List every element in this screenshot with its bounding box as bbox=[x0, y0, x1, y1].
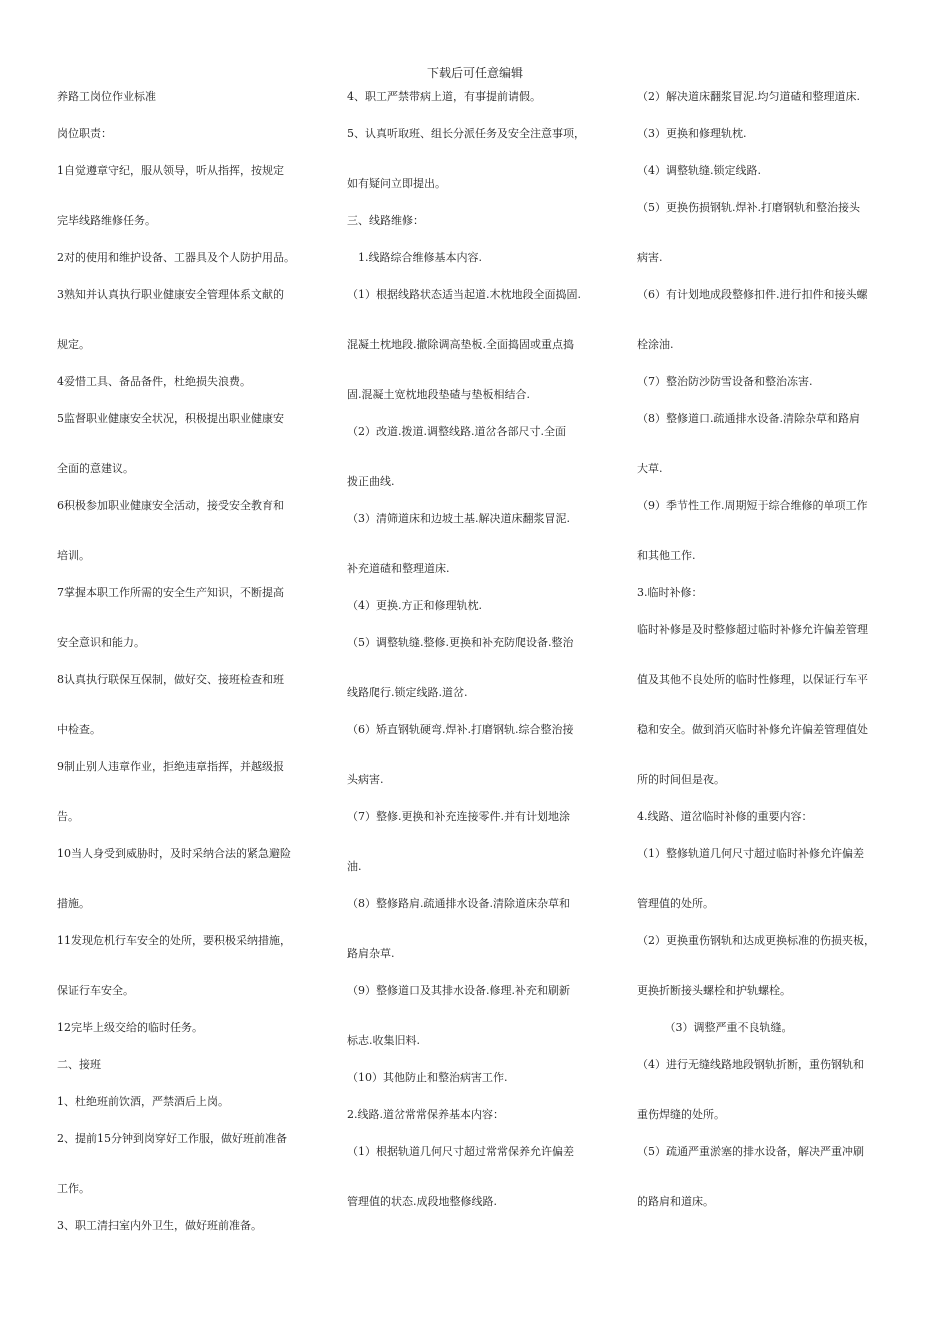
text-line: 2、提前15分钟到岗穿好工作服，做好班前准备 bbox=[57, 1132, 287, 1145]
text-line: 1.线路综合维修基本内容. bbox=[347, 251, 482, 264]
text-line: 固.混凝土宽枕地段垫碴与垫板相结合. bbox=[347, 388, 530, 401]
text-line: 9制止别人违章作业，拒绝违章指挥，并越级报 bbox=[57, 760, 284, 773]
text-line: （3）更换和修理轨枕. bbox=[637, 127, 747, 140]
text-line: （3）清筛道床和边坡土基.解决道床翻浆冒泥. bbox=[347, 512, 570, 525]
text-line: （7）整修.更换和补充连接零件.并有计划地涂 bbox=[347, 810, 570, 823]
text-line: 6积极参加职业健康安全活动，接受安全教育和 bbox=[57, 499, 284, 512]
text-line: （7）整治防沙防雪设备和整治冻害. bbox=[637, 375, 813, 388]
text-line: 更换折断接头螺栓和护轨螺栓。 bbox=[637, 984, 791, 997]
text-line: 12完毕上级交给的临时任务。 bbox=[57, 1021, 203, 1034]
text-line: 值及其他不良处所的临时性修理，以保证行车平 bbox=[637, 673, 868, 686]
text-line: 路肩杂草. bbox=[347, 947, 395, 960]
text-line: 完毕线路维修任务。 bbox=[57, 214, 156, 227]
text-line: （9）季节性工作.周期短于综合维修的单项工作 bbox=[637, 499, 868, 512]
text-line: 全面的意建议。 bbox=[57, 462, 134, 475]
text-line: 岗位职责： bbox=[57, 127, 112, 140]
page-header: 下载后可任意编辑 bbox=[426, 66, 523, 80]
text-line: 措施。 bbox=[57, 897, 90, 910]
text-line: 2.线路.道岔常常保养基本内容： bbox=[347, 1108, 504, 1121]
text-line: （5）疏通严重淤塞的排水设备，解决严重冲刷 bbox=[637, 1145, 864, 1158]
text-line: 3熟知并认真执行职业健康安全管理体系文献的 bbox=[57, 288, 284, 301]
text-line: 二、接班 bbox=[57, 1058, 101, 1071]
text-line: 头病害. bbox=[347, 773, 384, 786]
text-line: （5）调整轨缝.整修.更换和补充防爬设备.整治 bbox=[347, 636, 574, 649]
text-line: 病害. bbox=[637, 251, 663, 264]
text-line: 标志.收集旧料. bbox=[347, 1034, 420, 1047]
text-line: （1）整修轨道几何尺寸超过临时补修允许偏差 bbox=[637, 847, 864, 860]
text-line: 的路肩和道床。 bbox=[637, 1195, 714, 1208]
text-line: （8）整修道口.疏通排水设备.清除杂草和路肩 bbox=[637, 412, 860, 425]
column-left bbox=[57, 90, 327, 1232]
text-line: 4爱惜工具、备品备件，杜绝损失浪费。 bbox=[57, 375, 251, 388]
text-line: （5）更换伤损钢轨.焊补.打磨钢轨和整治接头 bbox=[637, 201, 860, 214]
text-line: 如有疑问立即提出。 bbox=[347, 177, 446, 190]
text-line: 保证行车安全。 bbox=[57, 984, 134, 997]
text-line: 临时补修是及时整修超过临时补修允许偏差管理 bbox=[637, 623, 868, 636]
column-right bbox=[637, 90, 909, 1208]
text-line: 5监督职业健康安全状况，积极提出职业健康安 bbox=[57, 412, 284, 425]
text-line: 5、认真听取班、组长分派任务及安全注意事项， bbox=[347, 127, 585, 140]
text-line: （6）矫直钢轨硬弯.焊补.打磨钢轨.综合整治接 bbox=[347, 723, 574, 736]
text-line: 3、职工清扫室内外卫生，做好班前准备。 bbox=[57, 1219, 262, 1232]
text-line: （4）更换.方正和修理轨枕. bbox=[347, 599, 482, 612]
text-line: （1）根据轨道几何尺寸超过常常保养允许偏差 bbox=[347, 1145, 574, 1158]
text-line: 4、职工严禁带病上道，有事提前请假。 bbox=[347, 90, 541, 103]
text-line: 7掌握本职工作所需的安全生产知识，不断提高 bbox=[57, 586, 284, 599]
text-line: 告。 bbox=[57, 810, 79, 823]
text-line: （1）根据线路状态适当起道.木枕地段全面捣固. bbox=[347, 288, 581, 301]
text-line: 3.临时补修： bbox=[637, 586, 703, 599]
text-line: 拨正曲线. bbox=[347, 475, 395, 488]
text-line: （2）更换重伤钢轨和达成更换标准的伤损夹板， bbox=[637, 934, 875, 947]
text-line: 培训。 bbox=[57, 549, 90, 562]
text-line: 2对的使用和维护设备、工器具及个人防护用品。 bbox=[57, 251, 295, 264]
text-line: 1、杜绝班前饮酒，严禁酒后上岗。 bbox=[57, 1095, 229, 1108]
text-line: 10当人身受到威胁时，及时采纳合法的紧急避险 bbox=[57, 847, 291, 860]
text-line: 栓涂油. bbox=[637, 338, 674, 351]
text-line: 8认真执行联保互保制，做好交、接班检查和班 bbox=[57, 673, 284, 686]
text-line: 安全意识和能力。 bbox=[57, 636, 145, 649]
text-line: 管理值的状态.成段地整修线路. bbox=[347, 1195, 497, 1208]
text-line: 大草. bbox=[637, 462, 663, 475]
text-line: 补充道碴和整理道床. bbox=[347, 562, 450, 575]
text-line: （4）进行无缝线路地段钢轨折断，重伤钢轨和 bbox=[637, 1058, 864, 1071]
text-line: （10）其他防止和整治病害工作. bbox=[347, 1071, 508, 1084]
text-line: （8）整修路肩.疏通排水设备.清除道床杂草和 bbox=[347, 897, 570, 910]
text-line: 混凝土枕地段.撤除调高垫板.全面捣固或重点捣 bbox=[347, 338, 574, 351]
text-line: 规定。 bbox=[57, 338, 90, 351]
text-line: （3）调整严重不良轨缝。 bbox=[637, 1021, 793, 1034]
text-line: 11发现危机行车安全的处所，要积极采纳措施， bbox=[57, 934, 291, 947]
text-line: 中检查。 bbox=[57, 723, 101, 736]
text-line: 4.线路、道岔临时补修的重要内容： bbox=[637, 810, 813, 823]
text-line: 线路爬行.锁定线路.道岔. bbox=[347, 686, 468, 699]
text-line: 和其他工作. bbox=[637, 549, 696, 562]
text-line: 油. bbox=[347, 860, 362, 873]
text-line: 管理值的处所。 bbox=[637, 897, 714, 910]
text-line: 工作。 bbox=[57, 1182, 90, 1195]
column-middle bbox=[347, 90, 617, 1208]
text-line: （2）解决道床翻浆冒泥.均匀道碴和整理道床. bbox=[637, 90, 860, 103]
text-line: （9）整修道口及其排水设备.修理.补充和刷新 bbox=[347, 984, 570, 997]
text-line: （4）调整轨缝.锁定线路. bbox=[637, 164, 761, 177]
text-line: 重伤焊缝的处所。 bbox=[637, 1108, 725, 1121]
text-line: 稳和安全。做到消灭临时补修允许偏差管理值处 bbox=[637, 723, 868, 736]
text-line: 所的时间但是夜。 bbox=[637, 773, 725, 786]
text-line: 养路工岗位作业标准 bbox=[57, 90, 156, 103]
text-line: （2）改道.拨道.调整线路.道岔各部尺寸.全面 bbox=[347, 425, 566, 438]
text-line: 1自觉遵章守纪，服从领导，听从指挥，按规定 bbox=[57, 164, 284, 177]
text-line: （6）有计划地成段整修扣件.进行扣件和接头螺 bbox=[637, 288, 868, 301]
text-line: 三、线路维修： bbox=[347, 214, 424, 227]
